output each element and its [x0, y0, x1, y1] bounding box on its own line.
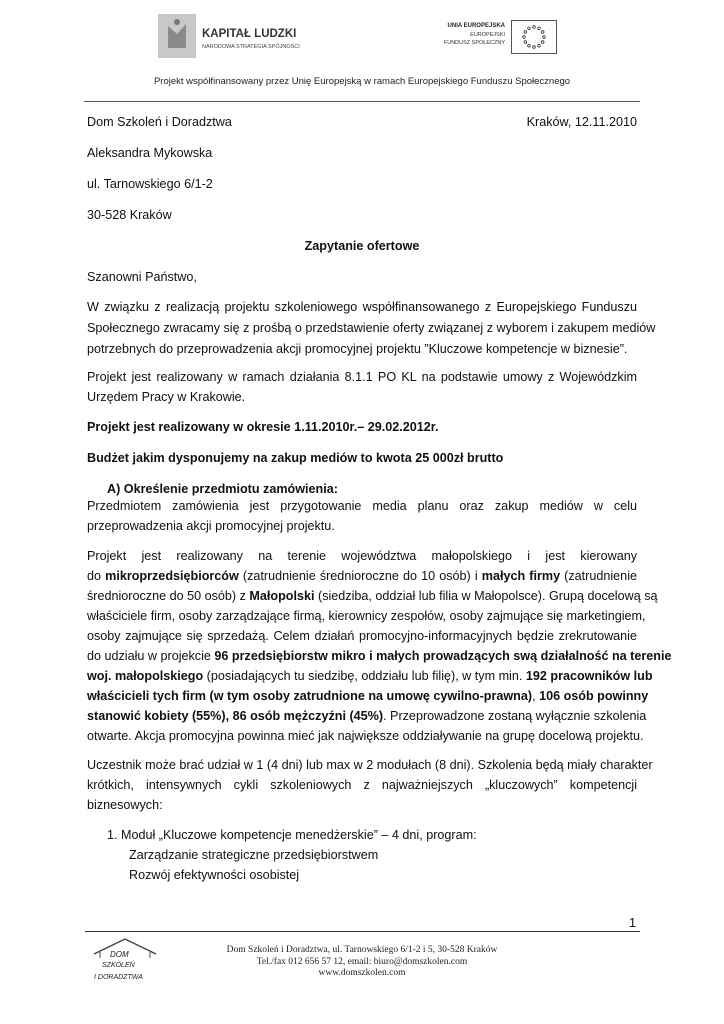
p4-l8-b: , [532, 689, 540, 703]
paragraph-5-line-3: biznesowych: [87, 798, 163, 812]
kapital-ludzki-emblem [158, 14, 196, 58]
foot-logo-line3: I DORADZTWA [94, 974, 143, 981]
eu-logo-line3: FUNDUSZ SPOŁECZNY [443, 40, 505, 46]
paragraph-4-line-9 [87, 706, 647, 726]
sender-name: Dom Szkoleń i Doradztwa [87, 115, 232, 129]
project-period: Projekt jest realizowany w okresie 1.11.2010r.– 29.02.2012r. [87, 420, 439, 434]
eu-logo-line1: UNIA EUROPEJSKA [447, 23, 505, 29]
footer-line-3: www.domszkolen.com [318, 968, 406, 978]
recipient-name: Aleksandra Mykowska [87, 146, 213, 160]
p4-l3-b: Małopolski [249, 589, 315, 603]
cofinancing-note: Projekt współfinansowany przez Unię Europejską w ramach Europejskiego Funduszu Społecznego [153, 76, 571, 87]
footer-divider [85, 931, 640, 932]
p4-l6-b: 96 przedsiębiorstw mikro i małych prowadzących swą działalność na terenie [214, 649, 672, 663]
recipient-street: ul. Tarnowskiego 6/1-2 [87, 177, 213, 191]
list-subitem-1: Zarządzanie strategiczne przedsiębiorstwem [129, 848, 379, 862]
paragraph-4-line-5: osoby zajmujące się sprzedażą. Celem działań promocyjno-informacyjnych będzie zrekrutowanie [87, 629, 637, 643]
paragraph-4-line-2 [87, 566, 637, 586]
p4-l8-c: 106 osób powinny [539, 689, 649, 703]
page-number: 1 [629, 916, 637, 930]
section-a-heading: A) Określenie przedmiotu zamówienia: [107, 482, 338, 496]
paragraph-2-line-2: Urzędem Pracy w Krakowie. [87, 390, 246, 404]
eu-logo [433, 20, 557, 56]
paragraph-3-line-1: Przedmiotem zamówienia jest przygotowanie media planu oraz zakup mediów w celu [87, 499, 637, 513]
budget: Budżet jakim dysponujemy na zakup mediów to kwota 25 000zł brutto [87, 451, 504, 465]
eu-logo-line2: EUROPEJSKI [470, 32, 505, 38]
paragraph-4-line-7 [87, 666, 653, 686]
foot-logo-line1: DOM [110, 950, 129, 959]
p4-l2-d: małych firmy [481, 569, 561, 583]
p4-l9-a: stanowić kobiety (55%), 86 osób mężczyźni (45%) [87, 709, 384, 723]
paragraph-4-line-6 [87, 646, 672, 666]
paragraph-1-line-3: potrzebnych do przeprowadzenia akcji promocyjnej projektu ”Kluczowe kompetencje w biznesie”. [87, 342, 628, 356]
paragraph-4-line-8 [87, 686, 649, 706]
p4-l9-b: . Przeprowadzone zostaną wyłącznie szkolenia [383, 709, 647, 723]
dom-szkolen-logo [90, 936, 160, 992]
foot-logo-line2: SZKOLEŃ [102, 962, 135, 969]
kapital-ludzki-logo [158, 14, 298, 60]
footer-line-2: Tel./fax 012 656 57 12, email: biuro@domszkolen.com [256, 956, 468, 967]
p4-l2-c: (zatrudnienie średnioroczne do 10 osób) i [238, 569, 482, 583]
p4-l2-a: do [87, 569, 106, 583]
paragraph-3-line-2: przeprowadzenia akcji promocyjnej projektu. [87, 519, 335, 533]
p4-l2-e: (zatrudnienie [560, 569, 637, 583]
footer-line-1: Dom Szkoleń i Doradztwa, ul. Tarnowskiego 6/1-2 i 5, 30-528 Kraków [226, 945, 498, 955]
recipient-city: 30-528 Kraków [87, 208, 172, 222]
eu-flag-icon [511, 20, 557, 54]
paragraph-5-line-1: Uczestnik może brać udział w 1 (4 dni) lub max w 2 modułach (8 dni). Szkolenia będą miały charakter [87, 758, 653, 772]
p4-l3-c: (siedziba, oddział lub filia w Małopolsce). Grupą docelową są [314, 589, 658, 603]
p4-l7-b: (posiadających tu siedzibę, oddziału lub filię), w tym min. [203, 669, 526, 683]
greeting: Szanowni Państwo, [87, 270, 197, 284]
paragraph-1-line-1: W związku z realizacją projektu szkoleniowego współfinansowanego z Europejskiego Funduszu [87, 300, 637, 314]
p4-l7-c: 192 pracowników lub [525, 669, 653, 683]
p4-l6-a: do udziału w projekcie [87, 649, 215, 663]
document-title: Zapytanie ofertowe [304, 239, 420, 253]
p4-l8-a: właścicieli tych firm (w tym osoby zatrudnione na umowę cywilno-prawna) [87, 689, 533, 703]
kapital-ludzki-title: KAPITAŁ LUDZKI [202, 28, 297, 40]
header-divider [84, 101, 640, 102]
list-item-1: 1. Moduł „Kluczowe kompetencje menedżerskie” – 4 dni, program: [107, 828, 477, 842]
paragraph-4-line-10: otwarte. Akcja promocyjna powinna mieć jak największe oddziaływanie na grupę docelową projektu. [87, 729, 644, 743]
place-date: Kraków, 12.11.2010 [526, 115, 637, 129]
p4-l7-a: woj. małopolskiego [87, 669, 204, 683]
paragraph-4-line-3 [87, 586, 658, 606]
kapital-ludzki-subtitle: NARODOWA STRATEGIA SPÓJNOŚCI [202, 44, 300, 50]
paragraph-5-line-2: krótkich, intensywnych cykli szkoleniowych z najważniejszych „kluczowych” kompetencji [87, 778, 637, 792]
paragraph-1-line-2: Społecznego zwracamy się z prośbą o przedstawienie oferty związanej z wyborem i zakupem mediów [87, 321, 656, 335]
list-subitem-2: Rozwój efektywności osobistej [129, 868, 300, 882]
p4-l2-b: mikroprzedsiębiorców [105, 569, 239, 583]
paragraph-4-line-1: Projekt jest realizowany na terenie województwa małopolskiego i jest kierowany [87, 549, 637, 563]
p4-l3-a: średnioroczne do 50 osób) z [87, 589, 250, 603]
footer-address [200, 945, 524, 980]
paragraph-2-line-1: Projekt jest realizowany w ramach działania 8.1.1 PO KL na podstawie umowy z Wojewódzkim [87, 370, 637, 384]
paragraph-4-line-4: właściciele firm, osoby zarządzające firmą, kierownicy zespołów, osoby zajmujące się marketingiem, [87, 609, 646, 623]
